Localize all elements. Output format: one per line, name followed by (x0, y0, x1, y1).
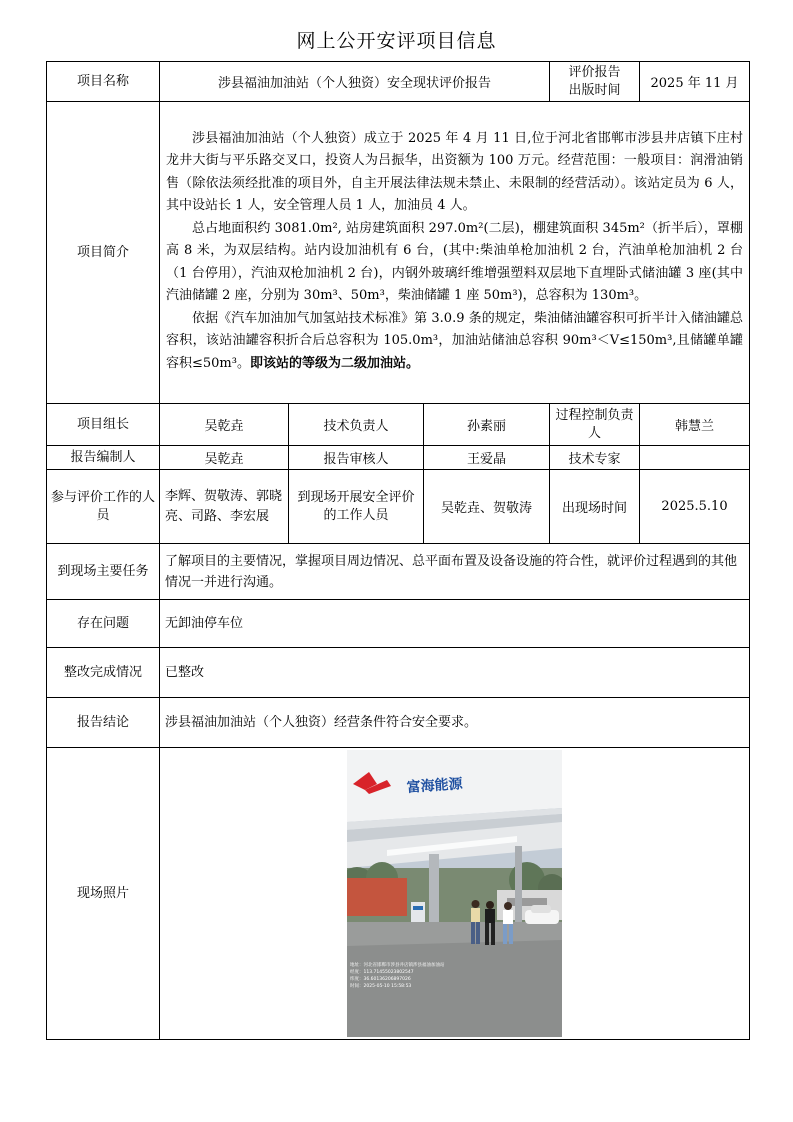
row-project-intro (47, 102, 750, 404)
report-author-label: 报告编制人 (47, 446, 160, 470)
row-rectification (47, 648, 750, 698)
rectification-value: 已整改 (160, 648, 750, 698)
site-photo-label: 现场照片 (47, 748, 160, 1040)
issues-label: 存在问题 (47, 600, 160, 648)
onsite-task-value: 了解项目的主要情况，掌握项目周边情况、总平面布置及设备设施的符合性，就评价过程遇到的其他情况一并进行沟通。 (160, 544, 750, 600)
onsite-time-value: 2025.5.10 (640, 470, 750, 544)
project-intro-label: 项目简介 (47, 102, 160, 404)
process-control-label: 过程控制负责人 (550, 404, 640, 446)
row-report-staff (47, 446, 750, 470)
site-photo (347, 750, 562, 1037)
process-control-value: 韩慧兰 (640, 404, 750, 446)
intro-paragraph-3 (166, 308, 743, 376)
watermark-line-4: 时间：2025-05-10 15:58:53 (350, 984, 412, 989)
page-title: 网上公开安评项目信息 (296, 30, 497, 52)
watermark-line-3: 纬度：36.60136206897026 (350, 977, 411, 982)
row-issues (47, 600, 750, 648)
gas-station-photo-illustration (347, 750, 562, 1037)
issues-value: 无卸油停车位 (160, 600, 750, 648)
intro-paragraph-1: 涉县福油加油站（个人独资）成立于 2025 年 4 月 11 日,位于河北省邯郸市涉县井店镇下庄村龙井大街与平乐路交叉口，投资人为吕振华，出资额为 100 万元。经营范围：一般项目：润滑油销售（除依法须经批准的项目外，自主开展法律法规未禁止、未限制的经营活动）。该站定员为 6 人，其中设站长 1 人，安全管理人员 1 人，加油员 4 人。 (166, 130, 744, 214)
rectification-label: 整改完成情况 (47, 648, 160, 698)
site-photo-cell (160, 748, 750, 1040)
report-reviewer-value: 王爱晶 (424, 446, 550, 470)
row-onsite-task (47, 544, 750, 600)
tech-lead-label: 技术负责人 (289, 404, 424, 446)
row-evaluation-staff (47, 470, 750, 544)
publish-date-value: 2025 年 11 月 (640, 62, 750, 102)
evaluation-staff-label: 参与评价工作的人员 (47, 470, 160, 544)
station-grade-conclusion: 即该站的等级为二级加油站。 (249, 355, 419, 371)
publish-date-label (550, 62, 640, 102)
onsite-time-label: 出现场时间 (550, 470, 640, 544)
intro-paragraph-2: 总占地面积约 3081.0m², 站房建筑面积 297.0m²(二层)，棚建筑面积 345m²（折半后），罩棚高 8 米，为双层结构。站内设加油机有 6 台，(其中:柴油单枪加油机 2 台，汽油单枪加油机 2 台（1 台停用），汽油双枪加油机 2 台)，内钢外玻璃纤维增强塑料双层地下直埋卧式储油罐 3 座(其中汽油储罐 2 座，分别为 30m³、50m³，柴油储罐 1 座 50m³)，总容积为 130m³。 (166, 220, 744, 304)
publish-date-label-line2: 出版时间 (568, 82, 621, 98)
row-project-name (47, 62, 750, 102)
evaluation-staff-value: 李辉、贺敬涛、郭晓亮、司路、李宏展 (160, 470, 289, 544)
row-conclusion (47, 698, 750, 748)
row-site-photo (47, 748, 750, 1040)
team-leader-label: 项目组长 (47, 404, 160, 446)
intro-paragraph-3-text: 依据《汽车加油加气加氢站技术标准》第 3.0.9 条的规定，柴油储油罐容积可折半计入储油罐总容积，该站油罐容积折合后总容积为 105.0m³，加油站储油总容积 90m³＜V≤150m³,且储罐单罐容积≤50m³。 (166, 310, 744, 371)
photo-watermark (350, 962, 500, 990)
watermark-line-2: 经度：113.71455023802547 (350, 970, 414, 975)
project-intro-text (160, 102, 750, 404)
onsite-staff-value: 吴乾垚、贺敬涛 (424, 470, 550, 544)
report-reviewer-label: 报告审核人 (289, 446, 424, 470)
watermark-line-1: 地址：河北省邯郸市涉县井店镇涉县福油加油站 (350, 963, 445, 968)
report-author-value: 吴乾垚 (160, 446, 289, 470)
project-info-table (46, 61, 750, 1040)
row-team (47, 404, 750, 446)
publish-date-label-line1: 评价报告 (568, 64, 621, 80)
onsite-staff-label: 到现场开展安全评价的工作人员 (289, 470, 424, 544)
brand-name: 富海能源 (406, 776, 464, 796)
tech-lead-value: 孙素丽 (424, 404, 550, 446)
project-name-value: 涉县福油加油站（个人独资）安全现状评价报告 (160, 62, 550, 102)
team-leader-value: 吴乾垚 (160, 404, 289, 446)
conclusion-value: 涉县福油加油站（个人独资）经营条件符合安全要求。 (160, 698, 750, 748)
onsite-task-label: 到现场主要任务 (47, 544, 160, 600)
people-figures (471, 900, 513, 945)
tech-expert-label: 技术专家 (550, 446, 640, 470)
project-name-label: 项目名称 (47, 62, 160, 102)
tech-expert-value (640, 446, 750, 470)
conclusion-label: 报告结论 (47, 698, 160, 748)
